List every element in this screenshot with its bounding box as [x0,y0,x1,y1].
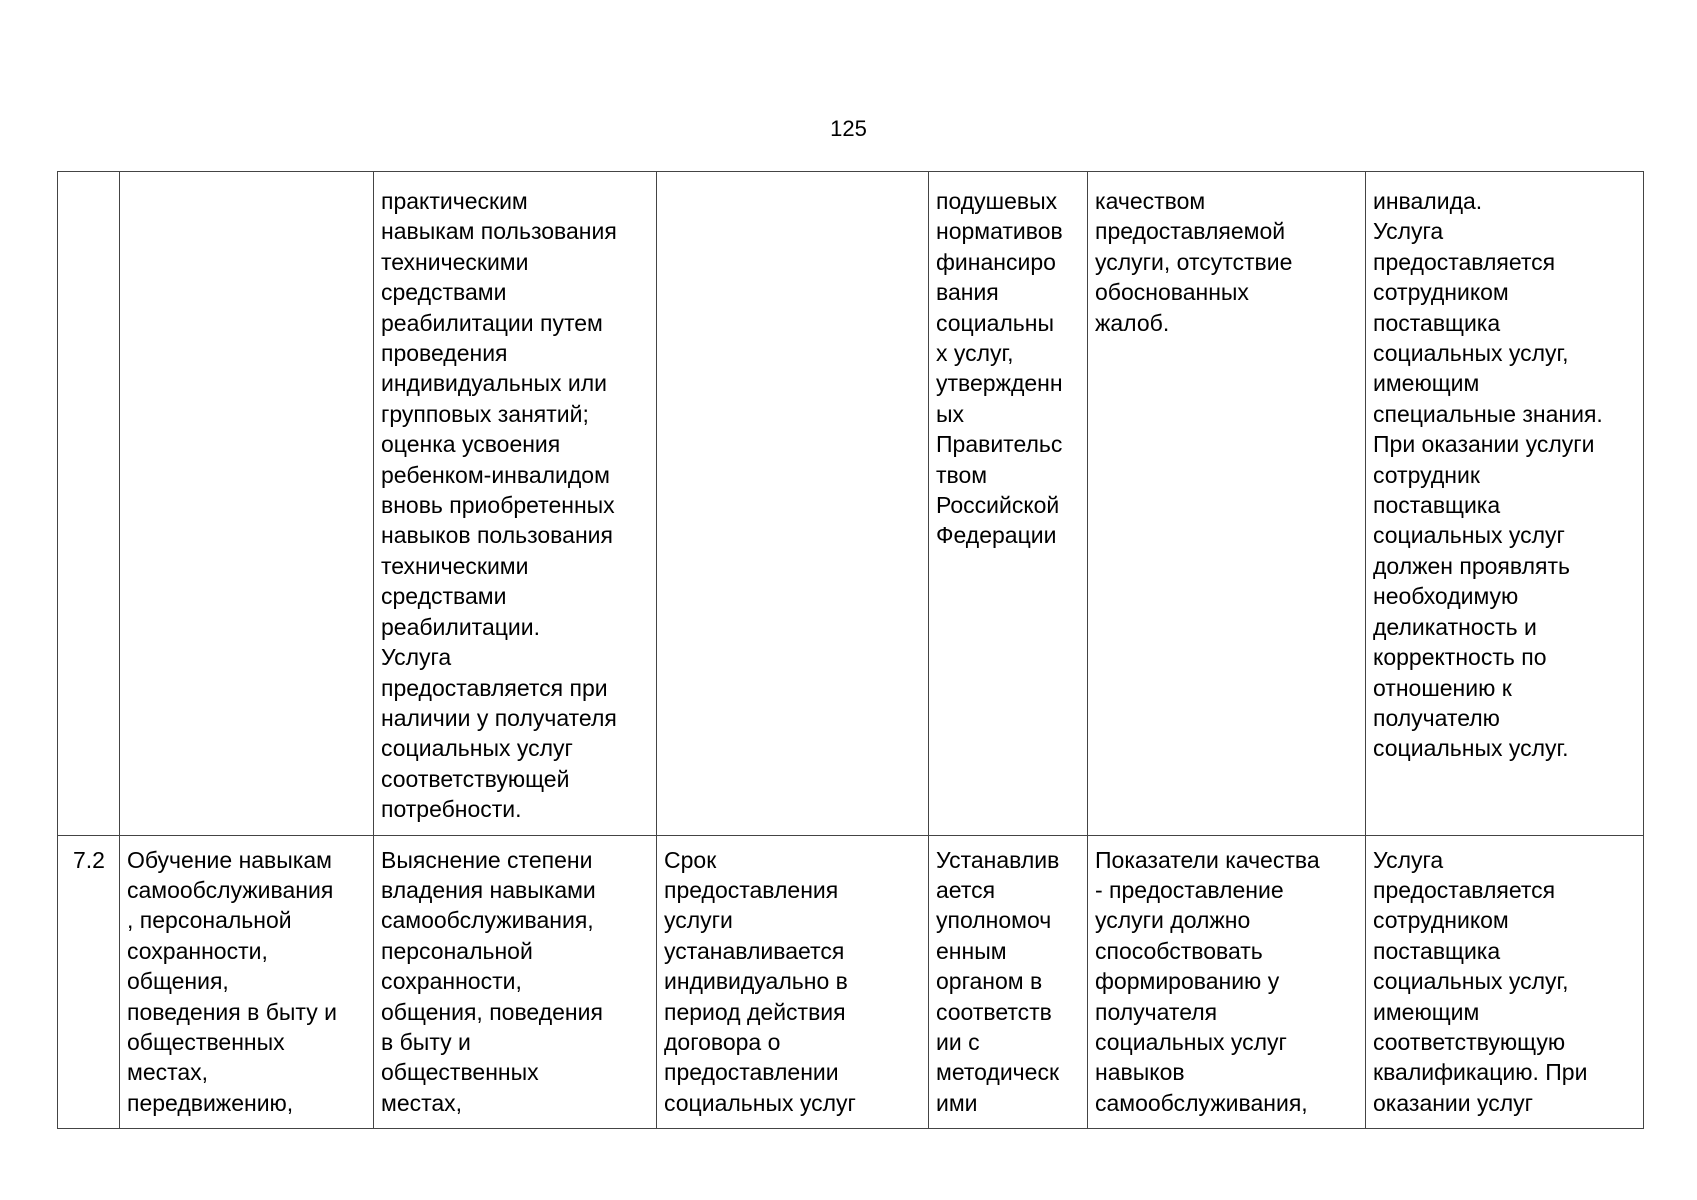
service-cost-cell: подушевых нормативов финансиро вания социальны х услуг, утвержденн ых Правительс твом Российской Федерации [929,172,1088,836]
services-table [57,171,1644,1129]
service-term-cell [657,172,929,836]
page-number: 125 [830,116,867,141]
service-conditions-cell: Услуга предоставляется сотрудником поставщика социальных услуг, имеющим соответствующую квалификацию. При оказании услуг [1366,835,1644,1129]
service-description-cell: Выяснение степени владения навыками самообслуживания, персональной сохранности, общения, поведения в быту и общественных местах, [374,835,657,1129]
service-cost-cell: Устанавлив ается уполномоч енным органом в соответств ии с методическ ими [929,835,1088,1129]
service-number-cell: 7.2 [58,835,120,1129]
table-row [58,835,1644,1129]
service-quality-cell: Показатели качества - предоставление услуги должно способствовать формированию у получателя социальных услуг навыков самообслуживания, [1088,835,1366,1129]
service-conditions-cell: инвалида. Услуга предоставляется сотрудником поставщика социальных услуг, имеющим специальные знания. При оказании услуги сотрудник поставщика социальных услуг должен проявлять необходимую деликатность и корректность по отношению к получателю социальных услуг. [1366,172,1644,836]
service-name-cell: Обучение навыкам самообслуживания , персональной сохранности, общения, поведения в быту и общественных местах, передвижению, [120,835,374,1129]
table-row [58,172,1644,836]
service-name-cell [120,172,374,836]
service-description-cell: практическим навыкам пользования техническими средствами реабилитации путем проведения индивидуальных или групповых занятий; оценка усвоения ребенком-инвалидом вновь приобретенных навыков пользования техническими средствами реабилитации. Услуга предоставляется при наличии у получателя социальных услуг соответствующей потребности. [374,172,657,836]
service-quality-cell: качеством предоставляемой услуги, отсутствие обоснованных жалоб. [1088,172,1366,836]
service-number-cell [58,172,120,836]
service-term-cell: Срок предоставления услуги устанавливается индивидуально в период действия договора о предоставлении социальных услуг [657,835,929,1129]
